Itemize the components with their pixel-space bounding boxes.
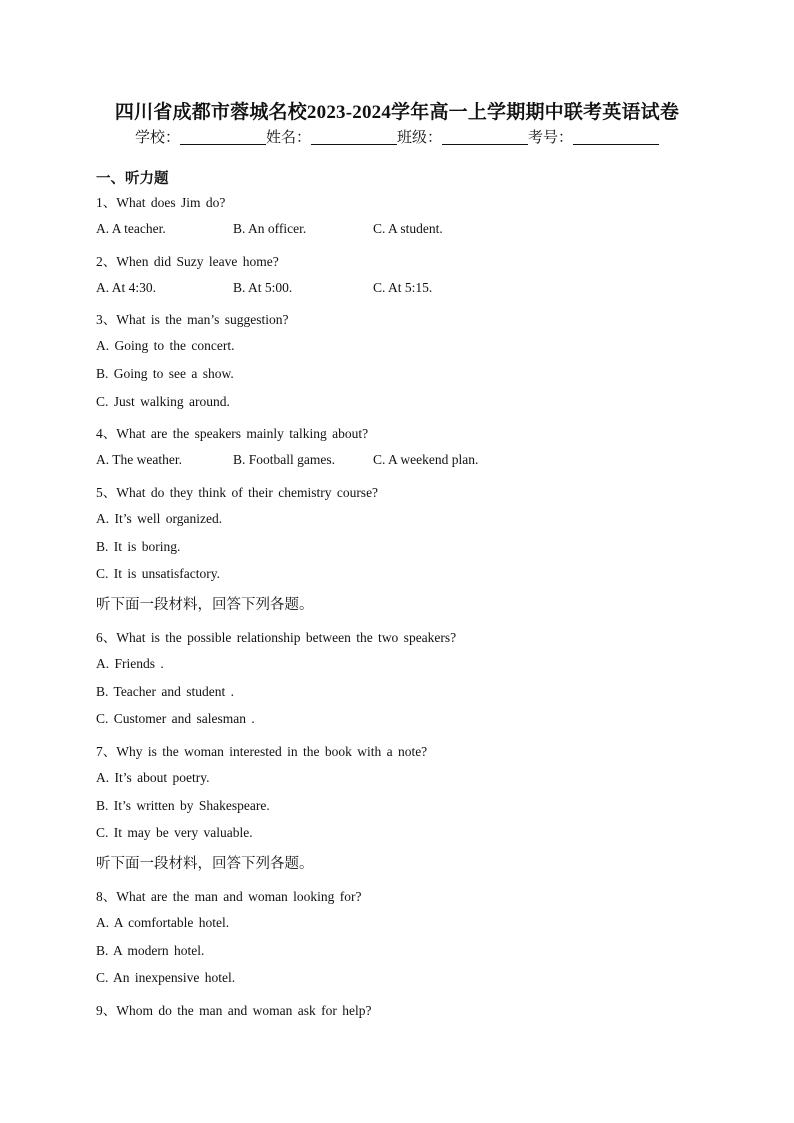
question-5-stem: 5、What do they think of their chemistry course? bbox=[96, 485, 379, 500]
option-c: C. A student. bbox=[373, 221, 443, 236]
option-a: A. At 4:30. bbox=[96, 280, 157, 295]
option-c: C. Just walking around. bbox=[96, 394, 230, 409]
name-blank[interactable] bbox=[311, 129, 397, 145]
instruction-text: 听下面一段材料，回答下列各题。 bbox=[96, 597, 314, 613]
option-a: A. It’s well organized. bbox=[96, 511, 223, 526]
question-1-stem: 1、What does Jim do? bbox=[96, 195, 226, 210]
exam-no-label: 考号： bbox=[528, 130, 574, 146]
option-c: C. A weekend plan. bbox=[373, 452, 479, 467]
option-b: B. At 5:00. bbox=[233, 280, 293, 295]
exam-no-blank[interactable] bbox=[573, 129, 659, 145]
option-a: A. It’s about poetry. bbox=[96, 770, 210, 785]
name-label: 姓名： bbox=[265, 130, 311, 146]
instruction-text: 听下面一段材料，回答下列各题。 bbox=[96, 856, 314, 872]
question-3-stem: 3、What is the man’s suggestion? bbox=[96, 312, 289, 327]
section-heading: 一、听力题 bbox=[96, 171, 169, 187]
exam-title: 四川省成都市蓉城名校2023-2024学年高一上学期期中联考英语试卷 bbox=[114, 102, 680, 123]
question-9-stem: 9、Whom do the man and woman ask for help? bbox=[96, 1003, 372, 1018]
question-8-stem: 8、What are the man and woman looking for? bbox=[96, 889, 362, 904]
option-c: C. Customer and salesman . bbox=[96, 711, 255, 726]
class-blank[interactable] bbox=[442, 129, 528, 145]
option-a: A. Friends . bbox=[96, 656, 164, 671]
option-a: A. A teacher. bbox=[96, 221, 166, 236]
question-2-stem: 2、When did Suzy leave home? bbox=[96, 254, 279, 269]
option-b: B. An officer. bbox=[233, 221, 307, 236]
option-c: C. At 5:15. bbox=[373, 280, 433, 295]
school-label: 学校： bbox=[134, 130, 180, 146]
option-b: B. Football games. bbox=[233, 452, 335, 467]
option-b: B. A modern hotel. bbox=[96, 943, 205, 958]
option-c: C. An inexpensive hotel. bbox=[96, 970, 236, 985]
question-6-stem: 6、What is the possible relationship between the two speakers? bbox=[96, 630, 457, 645]
question-4-stem: 4、What are the speakers mainly talking about? bbox=[96, 426, 369, 441]
student-info-row bbox=[0, 126, 794, 147]
option-c: C. It is unsatisfactory. bbox=[96, 566, 220, 581]
option-a: A. A comfortable hotel. bbox=[96, 915, 230, 930]
question-7-stem: 7、Why is the woman interested in the book with a note? bbox=[96, 744, 428, 759]
school-blank[interactable] bbox=[180, 129, 266, 145]
option-b: B. Teacher and student . bbox=[96, 684, 235, 699]
option-a: A. The weather. bbox=[96, 452, 182, 467]
option-b: B. It’s written by Shakespeare. bbox=[96, 798, 270, 813]
class-label: 班级： bbox=[397, 130, 443, 146]
option-b: B. Going to see a show. bbox=[96, 366, 234, 381]
option-b: B. It is boring. bbox=[96, 539, 181, 554]
option-c: C. It may be very valuable. bbox=[96, 825, 253, 840]
option-a: A. Going to the concert. bbox=[96, 338, 235, 353]
